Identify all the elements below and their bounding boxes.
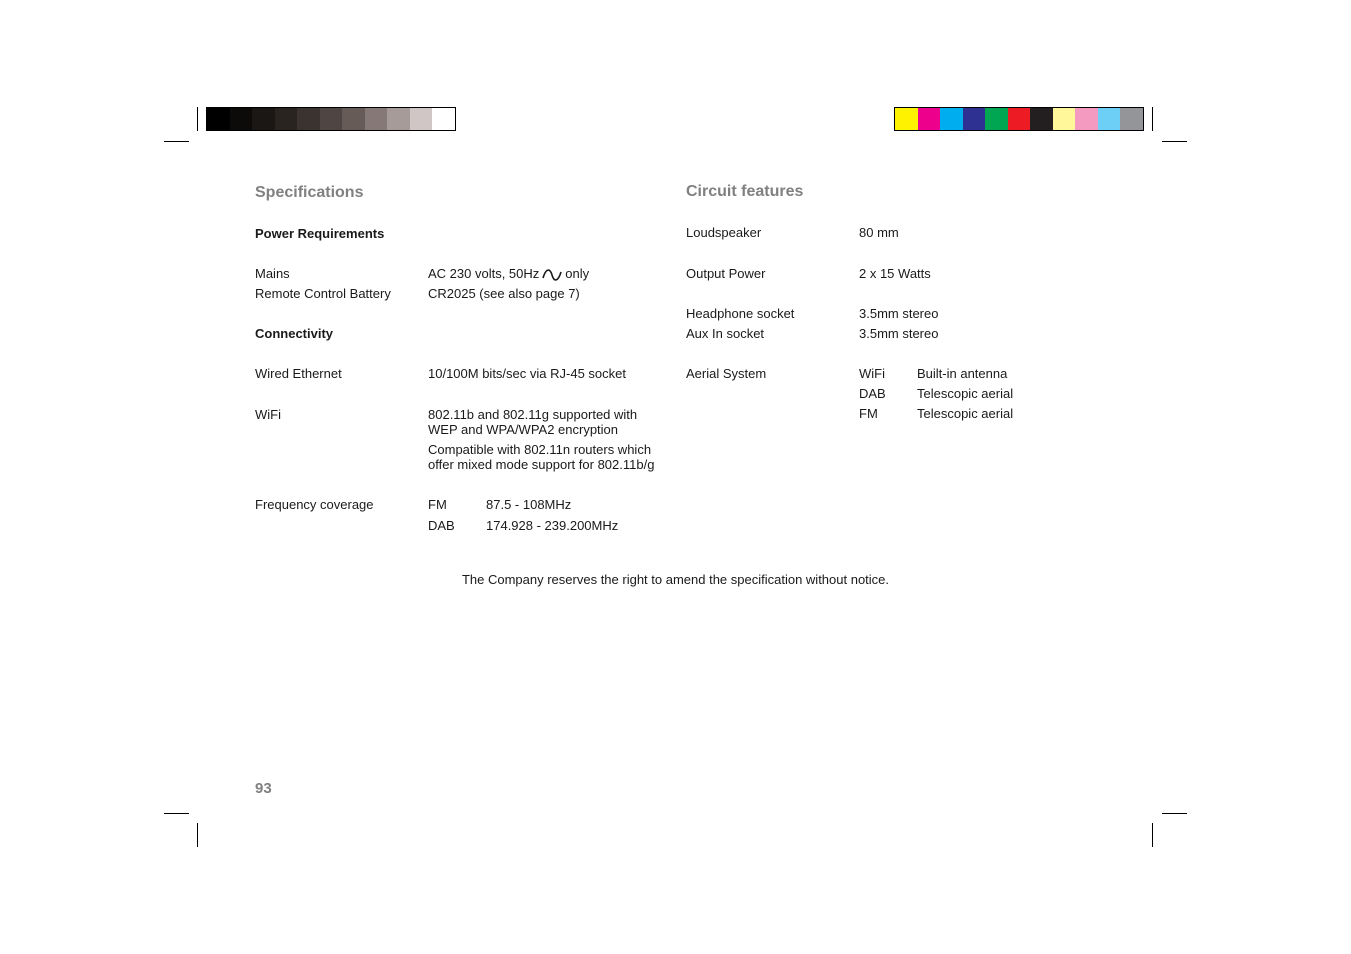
crop-mark [1152,107,1153,131]
color-swatch [1098,108,1121,130]
aux-in-socket-label: Aux In socket [686,326,765,341]
mains-label: Mains [255,266,290,281]
aerial-fm-value: Telescopic aerial [917,406,1014,421]
headphone-socket-value: 3.5mm stereo [859,306,939,321]
color-swatch [275,108,298,130]
crop-mark [1162,813,1187,814]
aux-in-socket-value: 3.5mm stereo [859,326,939,341]
aerial-dab-band: DAB [859,386,886,401]
aerial-dab-value: Telescopic aerial [917,386,1014,401]
wifi-value-line: Compatible with 802.11n routers which [428,442,652,457]
headphone-socket-label: Headphone socket [686,306,795,321]
color-swatch [320,108,343,130]
grayscale-calibration-strip [206,107,456,131]
crop-mark [197,107,198,131]
circuit-features-title: Circuit features [686,183,804,200]
wifi-label: WiFi [255,407,281,422]
wifi-value-line: offer mixed mode support for 802.11b/g [428,457,655,472]
color-swatch [252,108,275,130]
frequency-dab-range: 174.928 - 239.200MHz [486,518,619,533]
output-power-value: 2 x 15 Watts [859,266,931,281]
frequency-fm-range: 87.5 - 108MHz [486,497,572,512]
color-swatch [342,108,365,130]
frequency-fm-band: FM [428,497,447,512]
aerial-system-label: Aerial System [686,366,767,381]
color-swatch [230,108,253,130]
loudspeaker-label: Loudspeaker [686,225,762,240]
color-swatch [207,108,230,130]
ac-sine-wave-icon [542,269,562,281]
power-requirements-heading: Power Requirements [255,226,385,241]
color-swatch [1030,108,1053,130]
mains-only: only [565,266,590,281]
color-calibration-strip [894,107,1144,131]
battery-label: Remote Control Battery [255,286,391,301]
crop-mark [1162,141,1187,142]
color-swatch [940,108,963,130]
color-swatch [432,108,455,130]
color-swatch [963,108,986,130]
aerial-wifi-value: Built-in antenna [917,366,1008,381]
wifi-value-line: WEP and WPA/WPA2 encryption [428,422,619,437]
color-swatch [1053,108,1076,130]
color-swatch [918,108,941,130]
output-power-label: Output Power [686,266,766,281]
disclaimer-text: The Company reserves the right to amend the specification without notice. [461,572,890,587]
color-swatch [895,108,918,130]
specifications-title: Specifications [255,184,364,201]
page-number: 93 [255,780,272,797]
crop-mark [164,813,189,814]
crop-mark [197,823,198,847]
color-swatch [1075,108,1098,130]
mains-value [428,266,589,281]
frequency-coverage-label: Frequency coverage [255,497,374,512]
color-swatch [985,108,1008,130]
ethernet-value: 10/100M bits/sec via RJ-45 socket [428,366,626,381]
ethernet-label: Wired Ethernet [255,366,342,381]
loudspeaker-value: 80 mm [859,225,899,240]
color-swatch [1008,108,1031,130]
crop-mark [164,141,189,142]
aerial-fm-band: FM [859,406,878,421]
color-swatch [297,108,320,130]
color-swatch [1120,108,1143,130]
connectivity-heading: Connectivity [255,326,334,341]
aerial-wifi-band: WiFi [859,366,885,381]
mains-voltage: AC 230 volts, 50Hz [428,266,540,281]
crop-mark [1152,823,1153,847]
color-swatch [410,108,433,130]
color-swatch [387,108,410,130]
battery-value: CR2025 (see also page 7) [428,286,580,301]
wifi-value-line: 802.11b and 802.11g supported with [428,407,638,422]
frequency-dab-band: DAB [428,518,455,533]
color-swatch [365,108,388,130]
